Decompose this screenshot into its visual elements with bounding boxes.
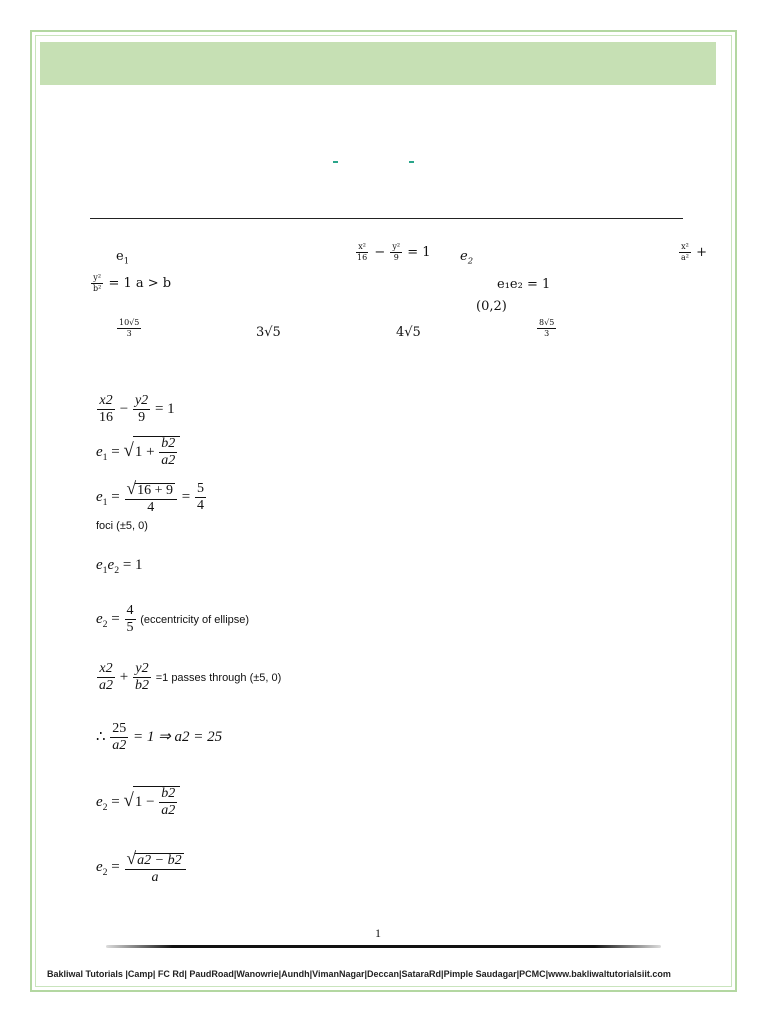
accent-mark-right — [409, 161, 414, 163]
solution-line-4: $e_1e_2 = 1$ — [96, 557, 143, 576]
option-d: $\frac{8√5}{3}$ — [539, 318, 555, 338]
solution-foci: foci (±5, 0) — [96, 520, 148, 532]
page-number: 1 — [375, 926, 381, 940]
question-ellipse-y: $\frac{\text{y²}}{\text{b²}}$ = 1 a > b — [93, 273, 172, 293]
question-divider — [90, 218, 683, 219]
question-point: (0,2) — [476, 299, 507, 314]
option-c: 4√5 — [396, 325, 421, 340]
solution-line-1: $\frac{x2}{16}$ − $\frac{y2}{9}$ = 1 — [99, 393, 175, 425]
solution-line-7: ∴ $\frac{25}{a2}$ = 1 ⇒ a2 = 25 — [96, 721, 223, 753]
question-e2: $e_2$ — [460, 249, 474, 266]
solution-line-2: $e_1 = √1$ + $\frac{b2}{a2}$ — [96, 436, 180, 468]
solution-line-9: $e_2$ = $\frac{√a2 - b2}{a}$ — [96, 850, 187, 885]
accent-mark-left — [333, 161, 338, 163]
option-b: 3√5 — [256, 325, 281, 340]
question-ellipse-x: $\frac{\text{x²}}{\text{a²}}$ + — [681, 242, 708, 262]
question-product: e₁e₂ = 1 — [497, 277, 551, 292]
solution-line-8: $e_2 = √1$ − $\frac{b2}{a2}$ — [96, 786, 180, 818]
question-e1: $e_1$ — [116, 249, 130, 266]
option-a: $\frac{10√5}{3}$ — [119, 318, 140, 338]
solution-line-6: $\frac{x2}{a2}$ + $\frac{y2}{b2}$ =1 passes through (±5, 0) — [99, 661, 282, 693]
header-band — [40, 42, 716, 85]
solution-line-3: $e_1$ = $\frac{√16 + 9}{4}$ = $\frac{5}{4}$ — [96, 478, 204, 515]
question-hyperbola: $\frac{\text{x²}}{16}$ − $\frac{\text{y²}}{9}$ = 1 — [357, 242, 431, 262]
solution-line-5: $e_2$ = $\frac{4}{5}$ (eccentricity of ellipse) — [96, 603, 250, 635]
footer-rule — [106, 945, 661, 948]
footer-text: Bakliwal Tutorials |Camp| FC Rd| PaudRoad|Wanowrie|Aundh|VimanNagar|Deccan|SataraRd|Pimple Saudagar|PCMC|www.bakliwaltutorialsiit.com — [47, 969, 671, 979]
